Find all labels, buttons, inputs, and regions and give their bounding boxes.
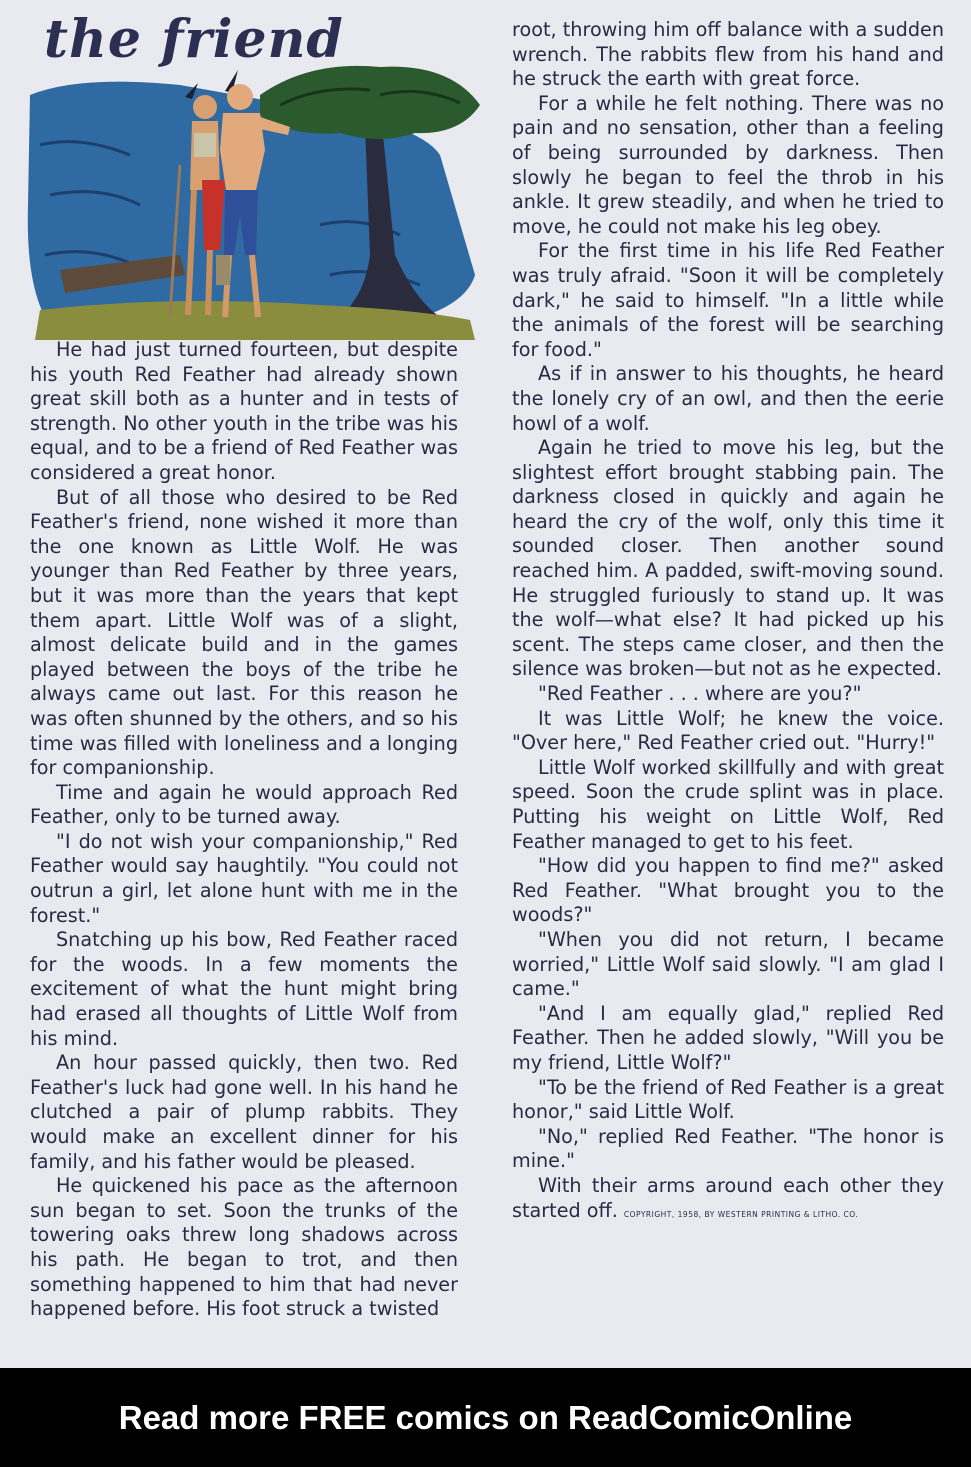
story-illustration (20, 55, 482, 340)
paragraph: It was Little Wolf; he knew the voice. "Over here," Red Feather cried out. "Hurry!" (512, 706, 944, 755)
paragraph: He had just turned fourteen, but despite his youth Red Feather had already shown great skill both as a hunter and in tests of strength. No other youth in the tribe was his equal, and to be a friend of Red Feather was considered a great honor. (30, 338, 458, 484)
copyright-notice: COPYRIGHT, 1958, BY WESTERN PRINTING & LITHO. CO. (623, 1209, 859, 1219)
text-column-right (512, 18, 944, 1227)
paragraph: He quickened his pace as the afternoon sun began to set. Soon the trunks of the towering oaks threw long shadows across his path. He began to trot, and then something happened to him that had never happened before. His foot struck a twisted (30, 1174, 458, 1321)
paragraph: "No," replied Red Feather. "The honor is mine." (512, 1124, 944, 1173)
paragraph: Time and again he would approach Red Feather, only to be turned away. (30, 780, 458, 829)
paragraph: An hour passed quickly, then two. Red Feather's luck had gone well. In his hand he clutched a pair of plump rabbits. They would make an excellent dinner for his family, and his father would be pleased. (30, 1051, 458, 1173)
tree-canopy (260, 66, 480, 139)
paragraph: "When you did not return, I became worried," Little Wolf said slowly. "I am glad I came." (512, 927, 944, 1001)
paragraph-text: With their arms around each other they started off. (512, 1173, 944, 1222)
paragraph: Little Wolf worked skillfully and with great speed. Soon the crude splint was in place. Putting his weight on Little Wolf, Red Feather managed to get to his feet. (512, 755, 944, 853)
paragraph: "I do not wish your companionship," Red Feather would say haughtily. "You could not outrun a girl, let alone hunt with me in the forest." (30, 829, 458, 927)
paragraph: Snatching up his bow, Red Feather raced for the woods. In a few moments the excitement of what the hunt might bring had erased all thoughts of Little Wolf from his mind. (30, 928, 458, 1050)
paragraph: "How did you happen to find me?" asked Red Feather. "What brought you to the woods?" (512, 854, 944, 927)
paragraph: Again he tried to move his leg, but the slightest effort brought stabbing pain. The darkness closed in quickly and again he heard the cry of the wolf, only this time it sounded closer. Then another sound reached him. A padded, swift-moving sound. He struggled furiously to stand up. It was the wolf—what else? It had picked up his scent. The steps came closer, and then the silence was broken—but not as he expected. (512, 436, 944, 681)
paragraph: "And I am equally glad," replied Red Feather. Then he added slowly, "Will you be my friend, Little Wolf?" (512, 1001, 944, 1074)
promo-banner[interactable] (0, 1368, 971, 1467)
story-title: the friend (44, 9, 344, 70)
paragraph: For the first time in his life Red Feather was truly afraid. "Soon it will be completely dark," he said to himself. "In a little while the animals of the forest will be searching for food." (512, 239, 944, 361)
paragraph: root, throwing him off balance with a sudden wrench. The rabbits flew from his hand and he struck the earth with great force. (512, 18, 944, 91)
paragraph: For a while he felt nothing. There was no pain and no sensation, other than a feeling of being surrounded by darkness. Then slowly he began to feel the throb in his ankle. It grew steadily, and when he tried to move, he could not make his leg obey. (512, 91, 944, 238)
paragraph: "To be the friend of Red Feather is a great honor," said Little Wolf. (512, 1075, 944, 1124)
paragraph: But of all those who desired to be Red Feather's friend, none wished it more than the one known as Little Wolf. He was younger than Red Feather by three years, but it was more than the years that kept them apart. Little Wolf was of a slight, almost delicate build and in the games played between the boys of the tribe he always came out last. For this reason he was often shunned by the others, and so his time was filled with loneliness and a longing for companionship. (30, 485, 458, 780)
final-paragraph (512, 1174, 944, 1227)
text-column-left (30, 338, 458, 1322)
paragraph: "Red Feather . . . where are you?" (538, 682, 862, 706)
promo-banner-text[interactable]: Read more FREE comics on ReadComicOnline (118, 1398, 853, 1436)
paragraph: As if in answer to his thoughts, he heard the lonely cry of an owl, and then the eerie howl of a wolf. (512, 362, 944, 435)
